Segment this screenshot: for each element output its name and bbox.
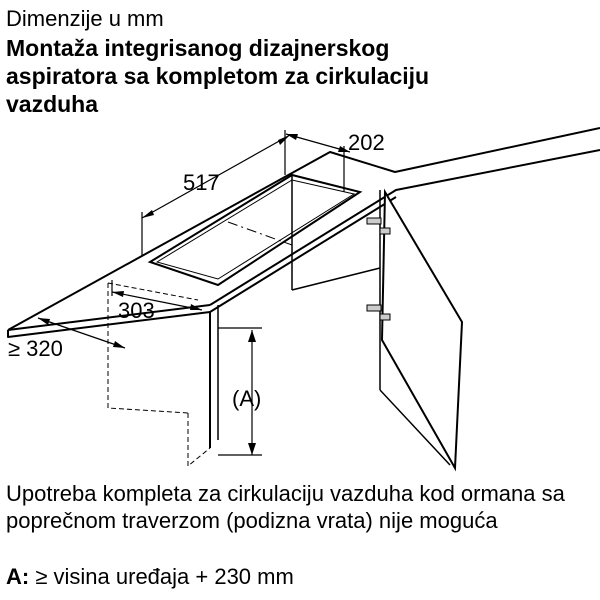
dimension-depth-label: 202: [348, 130, 385, 155]
legend-key: A:: [6, 564, 30, 589]
title-line-1: Montaža integrisanog dizajnerskog: [6, 35, 390, 61]
dimension-width-label: 517: [183, 170, 220, 195]
title-line-2: aspiratora sa kompletom za cirkulaciju: [6, 63, 430, 89]
worktop-outline: [8, 128, 600, 337]
cabinet-door: [382, 192, 462, 468]
usage-note: Upotreba kompleta za cirkulaciju vazduha kod ormana sa poprečnom traverzom (podizna vrata) nije moguća: [6, 481, 565, 533]
dimension-min-depth-label: ≥ 320: [8, 336, 63, 361]
title-line-3: vazduha: [6, 91, 99, 117]
dimension-offset-label: 303: [118, 298, 155, 323]
page-title: [6, 34, 429, 118]
dimension-a-label: (A): [232, 386, 262, 411]
legend: [6, 563, 294, 590]
legend-value: ≥ visina uređaja + 230 mm: [29, 564, 294, 589]
cutout: [150, 175, 360, 285]
installation-drawing: [0, 118, 600, 478]
subtitle: Dimenzije u mm: [6, 6, 164, 31]
